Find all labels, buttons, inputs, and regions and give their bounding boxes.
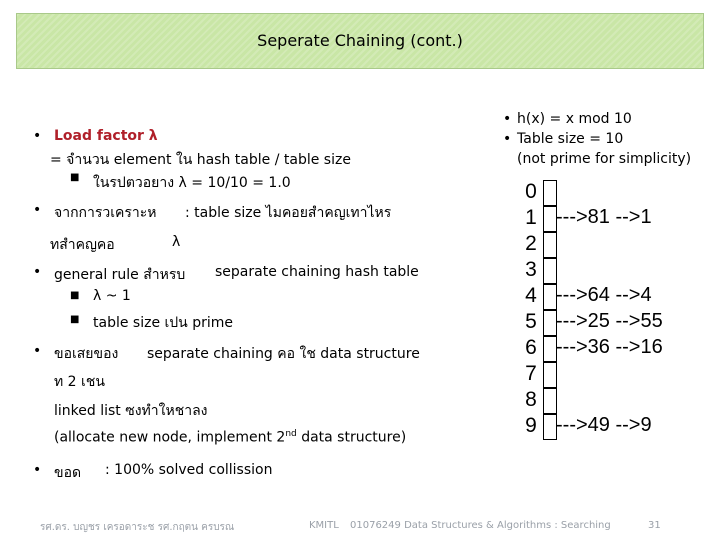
analysis-text-c: ทสำคญคอ (50, 237, 115, 253)
hash-chain: --->25 -->55 (556, 310, 663, 332)
hash-bucket-cell (543, 232, 557, 258)
footer-author: รศ.ดร. บญชร เครอดาระช รศ.กฤตน ครบรณ (40, 522, 235, 533)
hash-function: h(x) = x mod 10 (517, 111, 632, 127)
bullet-dot: • (503, 111, 512, 127)
footer-org: KMITL (309, 520, 339, 531)
hash-chain: --->36 -->16 (556, 336, 663, 358)
hash-index: 2 (525, 232, 537, 255)
sub-bullet: ■ (70, 314, 80, 325)
slide-title: Seperate Chaining (cont.) (257, 31, 463, 50)
hash-row (519, 284, 719, 310)
hash-row (519, 310, 719, 336)
bullet-dot: • (33, 202, 42, 218)
hash-bucket-cell (543, 336, 557, 362)
hash-index: 6 (525, 336, 537, 359)
hash-index: 8 (525, 388, 537, 411)
analysis-lambda: λ (172, 234, 181, 250)
sub-bullet: ■ (70, 290, 80, 301)
disadvantage-text-b: separate chaining คอ ใช data structure (147, 346, 420, 362)
disadvantage-text-e (54, 429, 406, 446)
hash-chain: --->81 -->1 (556, 206, 652, 228)
sub-bullet: ■ (70, 172, 80, 183)
disadvantage-text-c: ท 2 เชน (54, 374, 105, 390)
analysis-text-b: : table size ไมคอยสำคญเทาไหร (185, 205, 392, 221)
disadvantage-text-d: linked list ซงทำใหชาลง (54, 403, 208, 419)
superscript-nd: nd (285, 429, 297, 439)
hash-row (519, 414, 719, 440)
hash-chain: --->64 -->4 (556, 284, 652, 306)
bullet-dot: • (33, 462, 42, 478)
general-rule-topic: separate chaining hash table (215, 264, 419, 280)
hash-row (519, 232, 719, 258)
hash-index: 3 (525, 258, 537, 281)
disadvantage-text-a: ขอเสยของ (54, 346, 119, 362)
load-factor-definition: = จำนวน element ใน hash table / table size (50, 152, 351, 168)
bullet-dot: • (33, 343, 42, 359)
hash-bucket-cell (543, 362, 557, 388)
analysis-text-a: จากการวเคราะห (54, 205, 157, 221)
hash-bucket-cell (543, 388, 557, 414)
hash-bucket-cell (543, 206, 557, 232)
table-size-note: (not prime for simplicity) (517, 151, 692, 167)
disadvantage-e2: data structure) (296, 429, 407, 446)
rule-lambda: λ ~ 1 (93, 288, 131, 304)
hash-bucket-cell (543, 310, 557, 336)
hash-row (519, 362, 719, 388)
hash-index: 4 (525, 284, 537, 307)
hash-chain: --->49 -->9 (556, 414, 652, 436)
hash-bucket-cell (543, 180, 557, 206)
hash-row (519, 336, 719, 362)
footer-course: 01076249 Data Structures & Algorithms : Searching (350, 520, 611, 531)
hash-index: 5 (525, 310, 537, 333)
bullet-dot: • (33, 128, 42, 144)
hash-row (519, 180, 719, 206)
disadvantage-e1: (allocate new node, implement 2 (54, 429, 286, 446)
hash-index: 1 (525, 206, 537, 229)
page-number: 31 (648, 520, 661, 531)
bullet-dot: • (33, 264, 42, 280)
hash-index: 7 (525, 362, 537, 385)
hash-index: 9 (525, 414, 537, 437)
hash-index: 0 (525, 180, 537, 203)
hash-bucket-cell (543, 258, 557, 284)
hash-bucket-cell (543, 284, 557, 310)
bullet-dot: • (503, 131, 512, 147)
load-factor-example: ในรปตวอยาง λ = 10/10 = 1.0 (93, 175, 291, 191)
hash-bucket-cell (543, 414, 557, 440)
hash-row (519, 388, 719, 414)
hash-row (519, 206, 719, 232)
advantage-label: ขอด (54, 465, 82, 481)
advantage-text: : 100% solved collission (105, 462, 273, 478)
general-rule-text: general rule สำหรบ (54, 267, 186, 283)
rule-prime: table size เปน prime (93, 315, 233, 331)
table-size: Table size = 10 (517, 131, 624, 147)
hash-row (519, 258, 719, 284)
load-factor-label: Load factor λ (54, 128, 158, 144)
